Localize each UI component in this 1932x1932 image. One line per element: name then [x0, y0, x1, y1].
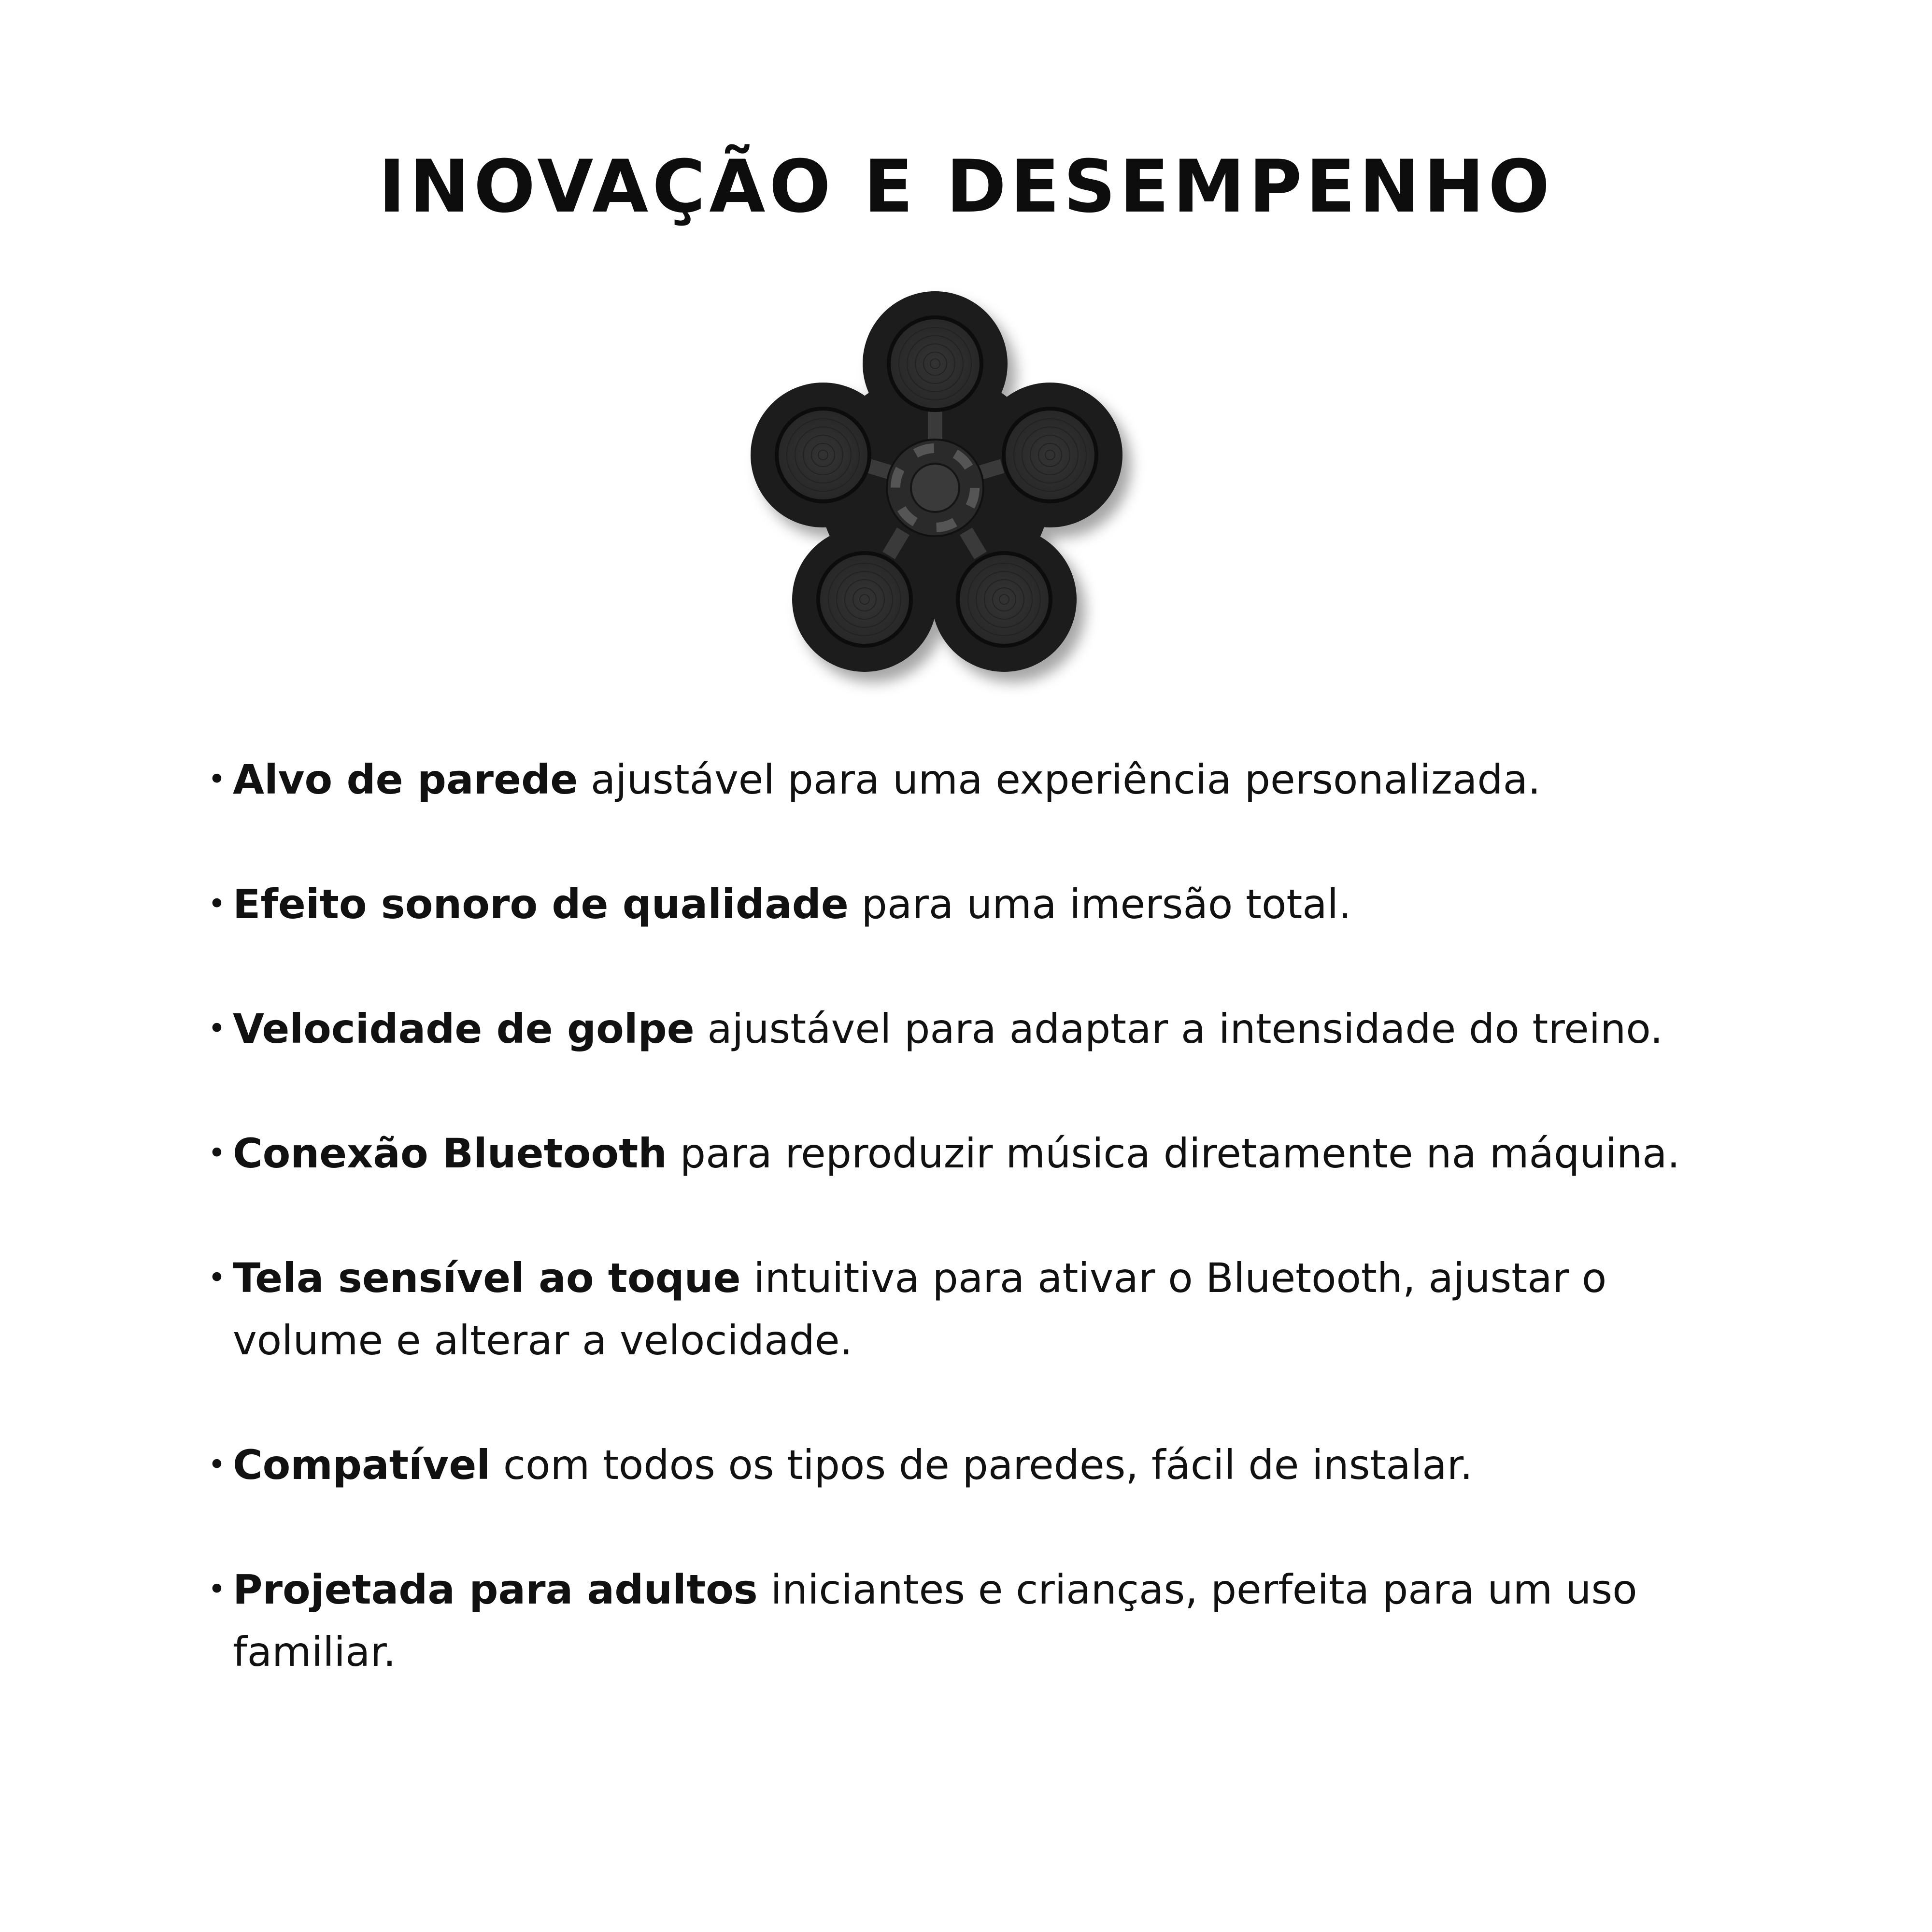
feature-text: iniciantes e crianças, perfeita para um uso familiar.	[233, 1566, 1637, 1676]
target-pad	[887, 315, 983, 412]
target-pad	[956, 551, 1052, 648]
feature-item	[208, 873, 1705, 936]
feature-highlight: Compatível	[233, 1441, 491, 1489]
feature-text: para reproduzir música diretamente na máquina.	[667, 1130, 1680, 1177]
target-pad	[816, 551, 913, 648]
feature-highlight: Efeito sonoro de qualidade	[233, 881, 849, 928]
power-button	[911, 464, 959, 512]
feature-text: para uma imersão total.	[848, 881, 1351, 928]
feature-item	[208, 749, 1705, 811]
feature-item	[208, 1122, 1705, 1185]
feature-text: ajustável para adaptar a intensidade do treino.	[694, 1005, 1663, 1052]
feature-text: com todos os tipos de paredes, fácil de instalar.	[490, 1441, 1473, 1489]
feature-text: intuitiva para ativar o Bluetooth, ajustar o volume e alterar a velocidade.	[233, 1254, 1607, 1364]
feature-item	[208, 998, 1705, 1060]
page-title: INOVAÇÃO E DESEMPENHO	[378, 145, 1554, 229]
feature-item	[208, 1434, 1705, 1496]
feature-item	[208, 1559, 1705, 1683]
target-pad	[775, 407, 871, 503]
feature-list	[208, 749, 1705, 1746]
feature-highlight: Tela sensível ao toque	[233, 1254, 741, 1302]
feature-highlight: Velocidade de golpe	[233, 1005, 695, 1052]
control-hub	[887, 440, 983, 536]
feature-item	[208, 1247, 1705, 1372]
feature-highlight: Projetada para adultos	[233, 1566, 758, 1613]
target-pad	[1002, 407, 1098, 503]
feature-highlight: Conexão Bluetooth	[233, 1130, 668, 1177]
feature-highlight: Alvo de parede	[233, 756, 578, 803]
feature-text: ajustável para uma experiência personalizada.	[578, 756, 1541, 803]
